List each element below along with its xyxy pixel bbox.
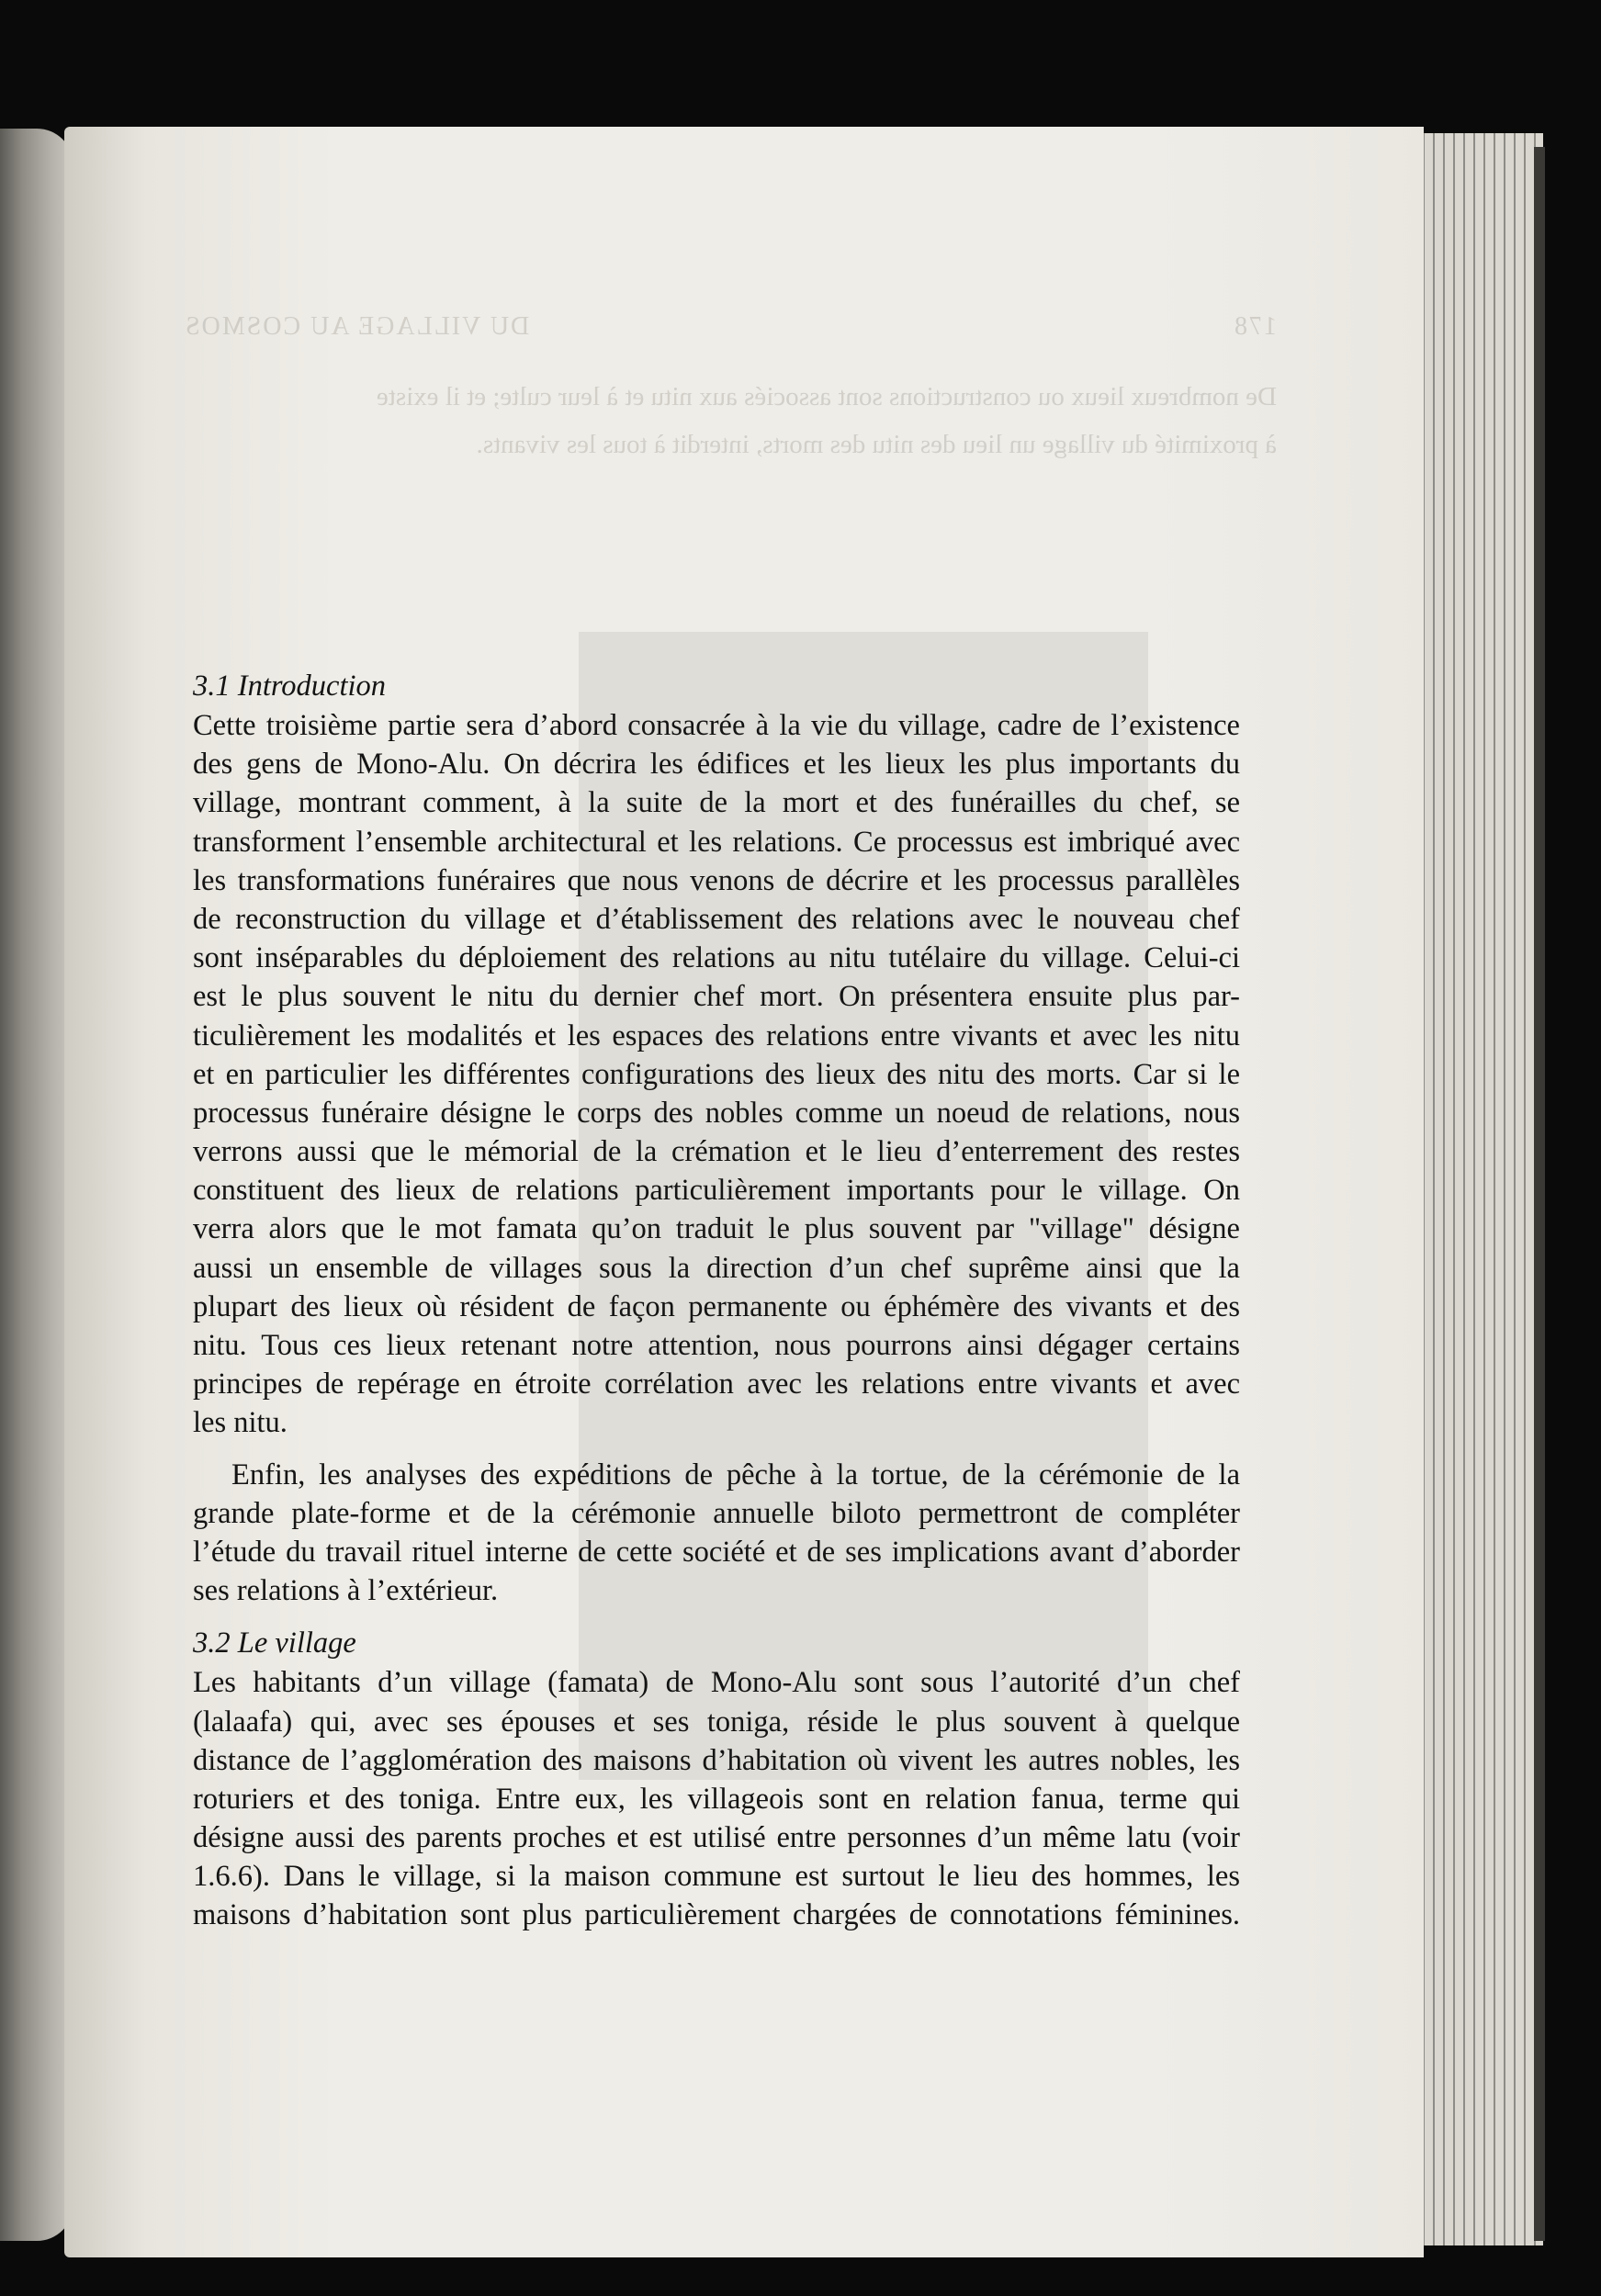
- text-line: ticulièrement les modalités et les espaces des relations entre vivants et avec les nitu: [193, 1019, 1240, 1052]
- page-body: [193, 666, 1240, 1935]
- text-line: verrons aussi que le mémorial de la crémation et le lieu d’enterrement des restes: [193, 1135, 1240, 1169]
- show-through-running-header: DU VILLAGE AU COSMOS: [184, 312, 530, 341]
- text-line: principes de repérage en étroite corrélation avec les relations entre vivants et avec: [193, 1367, 1240, 1401]
- text-line: grande plate-forme et de la cérémonie annuelle biloto permettront de compléter: [193, 1496, 1240, 1530]
- show-through-page-number: 178: [1233, 312, 1277, 341]
- text-line: plupart des lieux où résident de façon permanente ou éphémère des vivants et des: [193, 1289, 1240, 1323]
- text-line: Cette troisième partie sera d’abord consacrée à la vie du village, cadre de l’existence: [193, 709, 1240, 742]
- text-line: les nitu.: [193, 1406, 288, 1440]
- text-line: l’étude du travail rituel interne de cette société et de ses implications avant d’aborder: [193, 1535, 1240, 1569]
- section-heading-village: 3.2 Le village: [193, 1626, 356, 1660]
- text-line: village, montrant comment, à la suite de la mort et des funérailles du chef, se: [193, 786, 1240, 820]
- text-line: de reconstruction du village et d’établissement des relations avec le nouveau chef: [193, 902, 1240, 936]
- text-line: distance de l’agglomération des maisons d’habitation où vivent les autres nobles, les: [193, 1743, 1240, 1777]
- text-line: processus funéraire désigne le corps des nobles comme un noeud de relations, nous: [193, 1096, 1240, 1130]
- text-line: les transformations funéraires que nous venons de décrire et les processus parallèles: [193, 863, 1240, 897]
- paragraph-introduction-2: [193, 1456, 1240, 1611]
- text-line: est le plus souvent le nitu du dernier chef mort. On présentera ensuite plus par-: [193, 980, 1240, 1014]
- text-line: (lalaafa) qui, avec ses épouses et ses toniga, réside le plus souvent à quelque: [193, 1705, 1240, 1739]
- section-heading-introduction: 3.1 Introduction: [193, 670, 387, 703]
- text-line: 1.6.6). Dans le village, si la maison commune est surtout le lieu des hommes, les: [193, 1860, 1240, 1894]
- paragraph-village-1: [193, 1663, 1240, 1934]
- show-through-line: à proximité du village un lieu des nitu des morts, interdit à tous les vivants.: [476, 430, 1277, 459]
- text-line: des gens de Mono-Alu. On décrira les édifices et les lieux les plus importants du: [193, 748, 1240, 782]
- text-line: nitu. Tous ces lieux retenant notre attention, nous pourrons ainsi dégager certains: [193, 1329, 1240, 1362]
- left-page-curl: [0, 129, 73, 2241]
- text-line: maisons d’habitation sont plus particulièrement chargées de connotations féminines.: [193, 1898, 1240, 1932]
- show-through-text: [184, 303, 1277, 468]
- text-line: et en particulier les différentes configurations des lieux des nitu des morts. Car si le: [193, 1057, 1240, 1091]
- paragraph-spacer: [193, 1443, 1240, 1456]
- page-stack-edge: [1415, 133, 1543, 2245]
- show-through-line: De nombreux lieux ou constructions sont associés aux nitu et à leur culte; et il existe: [376, 382, 1277, 411]
- page-stack-shadow: [1534, 147, 1545, 2241]
- text-line: transforment l’ensemble architectural et les relations. Ce processus est imbriqué avec: [193, 825, 1240, 859]
- text-line: désigne aussi des parents proches et est utilisé entre personnes d’un même latu (voir: [193, 1821, 1240, 1855]
- text-line: ses relations à l’extérieur.: [193, 1574, 499, 1608]
- text-line: constituent des lieux de relations particulièrement importants pour le village. On: [193, 1174, 1240, 1208]
- paragraph-introduction-1: [193, 706, 1240, 1443]
- text-line: Enfin, les analyses des expéditions de pêche à la tortue, de la cérémonie de la: [231, 1458, 1240, 1491]
- text-line: verra alors que le mot famata qu’on traduit le plus souvent par "village" désigne: [193, 1212, 1240, 1246]
- text-line: Les habitants d’un village (famata) de Mono-Alu sont sous l’autorité d’un chef: [193, 1666, 1240, 1700]
- text-line: roturiers et des toniga. Entre eux, les villageois sont en relation fanua, terme qui: [193, 1782, 1240, 1816]
- text-line: aussi un ensemble de villages sous la direction d’un chef suprême ainsi que la: [193, 1251, 1240, 1285]
- text-line: sont inséparables du déploiement des relations au nitu tutélaire du village. Celui-ci: [193, 941, 1240, 975]
- show-through-header: [184, 303, 1277, 351]
- paragraph-spacer: [193, 1610, 1240, 1623]
